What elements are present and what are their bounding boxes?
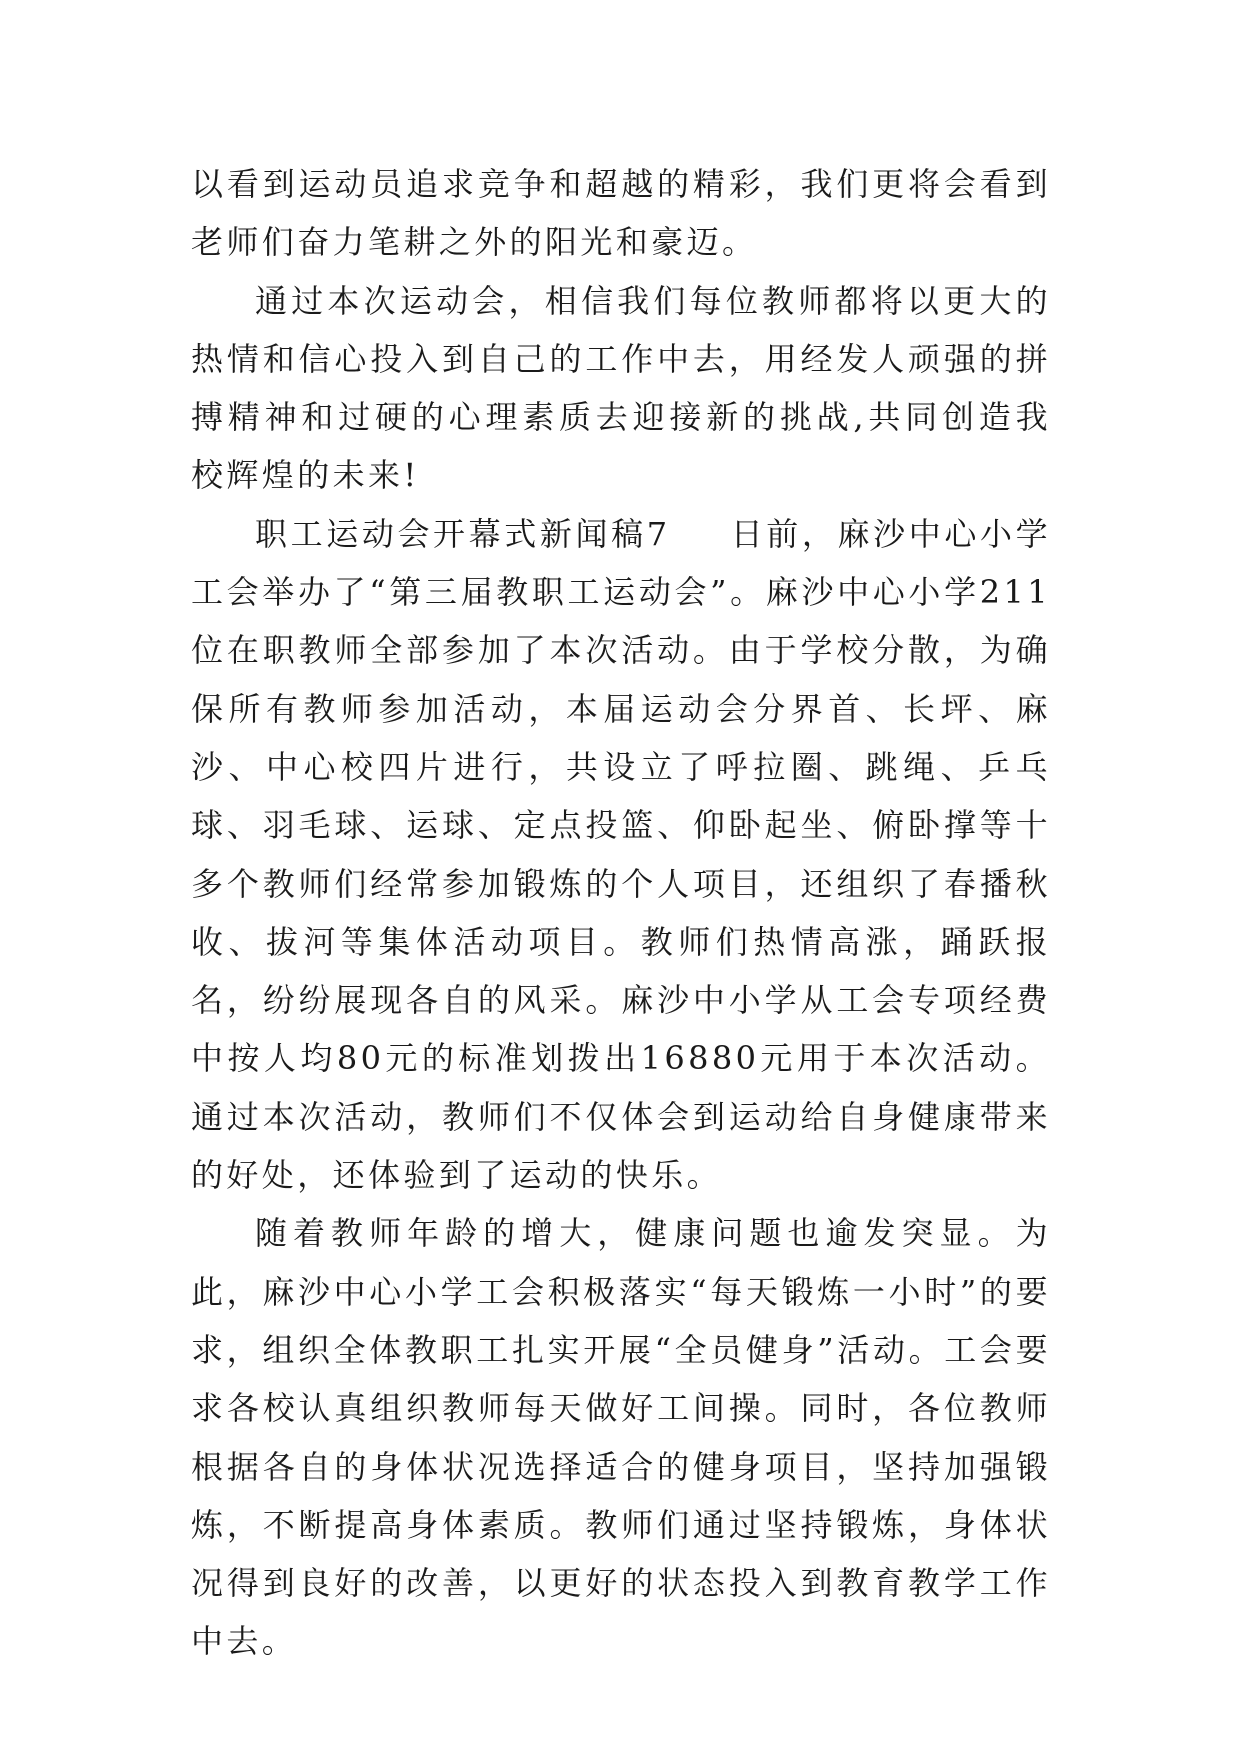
document-page: [191, 155, 1051, 1671]
paragraph-continuation: 以看到运动员追求竞争和超越的精彩，我们更将会看到老师们奋力笔耕之外的阳光和豪迈。: [191, 165, 1051, 262]
article-body: 日前，麻沙中心小学工会举办了“第三届教职工运动会”。麻沙中心小学211位在职教师全部参加了本次活动。由于学校分散，为确保所有教师参加活动，本届运动会分界首、长坪、麻沙、中心校四片进行，共设立了呼拉圈、跳绳、乒乓球、羽毛球、运球、定点投篮、仰卧起坐、俯卧撑等十多个教师们经常参加锻炼的个人项目，还组织了春播秋收、拔河等集体活动项目。教师们热情高涨，踊跃报名，纷纷展现各自的风采。麻沙中小学从工会专项经费中按人均80元的标准划拨出16880元用于本次活动。通过本次活动，教师们不仅体会到运动给自身健康带来的好处，还体验到了运动的快乐。: [191, 514, 1051, 1195]
article-heading: 职工运动会开幕式新闻稿7: [255, 514, 671, 553]
paragraph-news-article: [191, 505, 1051, 1205]
paragraph-fitness: 随着教师年龄的增大，健康问题也逾发突显。为此，麻沙中心小学工会积极落实“每天锻炼一小时”的要求，组织全体教职工扎实开展“全员健身”活动。工会要求各校认真组织教师每天做好工间操。同时，各位教师根据各自的身体状况选择适合的健身项目，坚持加强锻炼，不断提高身体素质。教师们通过坚持锻炼，身体状况得到良好的改善，以更好的状态投入到教育教学工作中去。: [191, 1214, 1051, 1661]
paragraph-conclusion: 通过本次运动会，相信我们每位教师都将以更大的热情和信心投入到自己的工作中去，用经发人顽强的拼搏精神和过硬的心理素质去迎接新的挑战,共同创造我校辉煌的未来!: [191, 281, 1051, 495]
